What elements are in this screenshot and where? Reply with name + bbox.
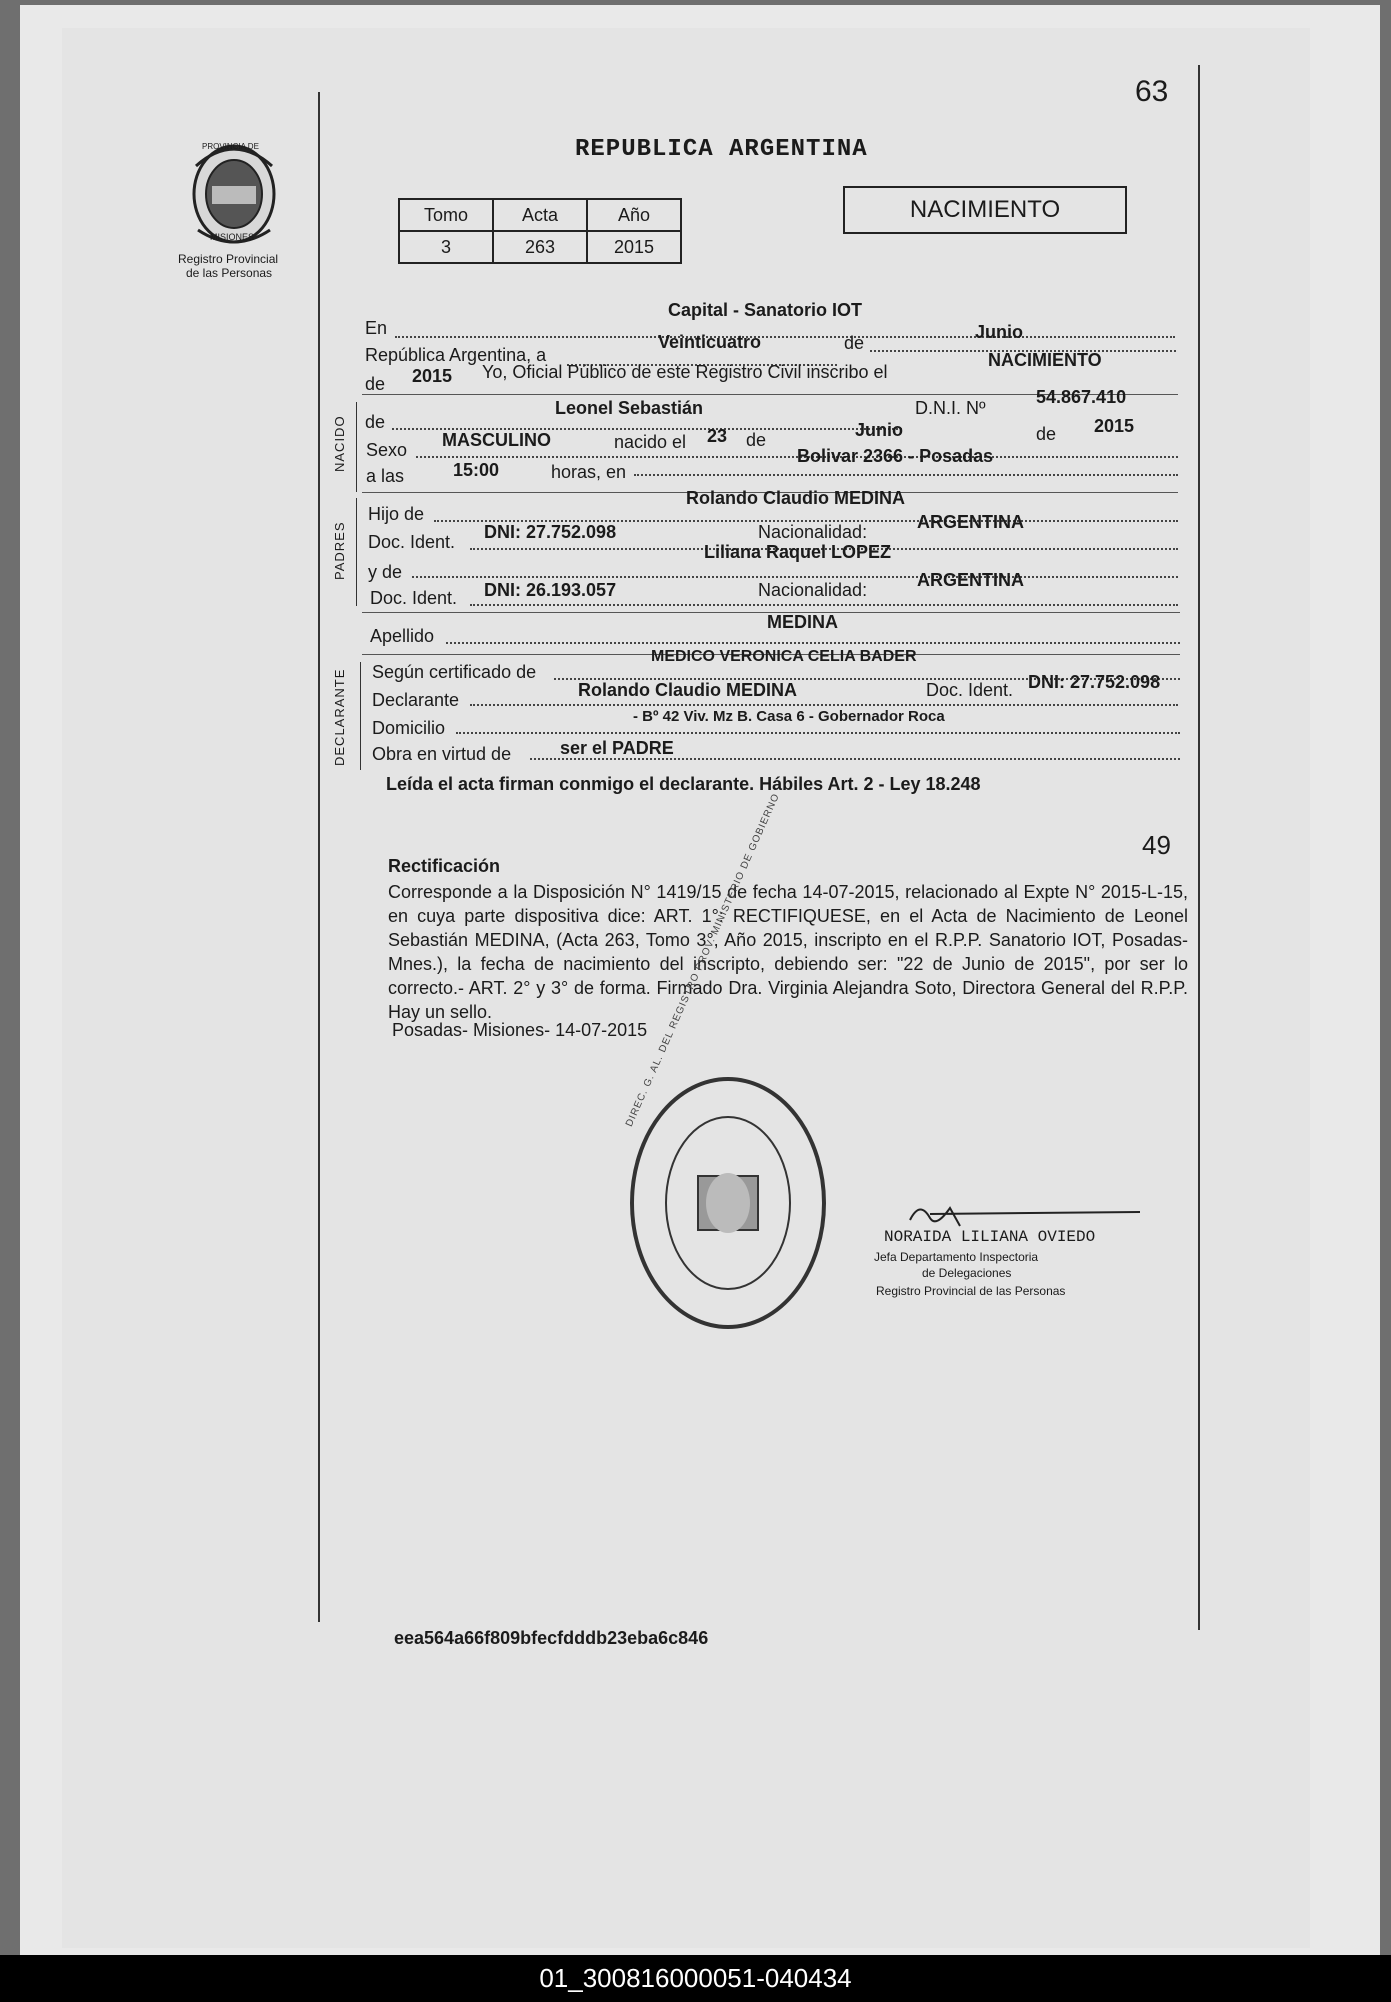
label-hijo-de: Hijo de: [368, 504, 425, 524]
signatory-role-1: Jefa Departamento Inspectoria: [874, 1250, 1039, 1264]
value-padre-doc: DNI: 27.752.098: [484, 522, 617, 542]
label-dni: D.N.I. Nº: [915, 398, 986, 418]
logo-caption-1: Registro Provincial: [178, 252, 279, 266]
value-dia-nac: 23: [707, 426, 728, 446]
value-anio-acta: 2015: [412, 366, 453, 386]
label-en: En: [365, 318, 388, 338]
value-mes: Junio: [975, 322, 1023, 342]
rect-number: 49: [1142, 830, 1171, 860]
signatory-role-3: Registro Provincial de las Personas: [876, 1284, 1066, 1298]
value-apellido: MEDINA: [767, 612, 838, 632]
value-declarante-doc: DNI: 27.752.098: [1028, 672, 1161, 692]
document-hash: eea564a66f809bfecfdddb23eba6c846: [394, 1628, 709, 1648]
label-padre-doc: Doc. Ident.: [368, 532, 456, 552]
right-margin-rule: [1198, 65, 1200, 1630]
document-title: REPUBLICA ARGENTINA: [575, 136, 868, 163]
value-acto: NACIMIENTO: [988, 350, 1102, 370]
official-stamp-icon: [628, 1076, 828, 1331]
value-certificado: MEDICO VERONICA CELIA BADER: [651, 648, 917, 665]
doc-type-box: [843, 186, 1127, 234]
label-oficial: Yo, Oficial Público de este Registro Civil inscribo el: [482, 362, 888, 382]
dots-declarante: [470, 704, 1178, 706]
value-mes-nac: Junio: [855, 420, 903, 440]
dots-lugar: [395, 336, 1175, 338]
label-republica: República Argentina, a: [365, 345, 547, 365]
doc-type: NACIMIENTO: [909, 196, 1061, 223]
group-rule-nacido: [356, 402, 357, 492]
value-tomo: 3: [399, 231, 493, 263]
dots-domicilio: [456, 732, 1180, 734]
value-lugar-nac: Bolivar 2366 - Posadas: [797, 446, 994, 466]
dots-lugar-nac: [634, 474, 1178, 476]
side-label-nacido: NACIDO: [332, 415, 347, 472]
logo-caption-2: de las Personas: [186, 266, 273, 280]
value-padre-nac: ARGENTINA: [917, 512, 1024, 532]
label-horas-en: horas, en: [551, 462, 627, 482]
label-de-2: de: [365, 374, 386, 394]
logo-text-bottom: MISIONES: [210, 232, 255, 242]
value-domicilio: - Bº 42 Viv. Mz B. Casa 6 - Gobernador Roca: [633, 708, 945, 725]
label-segun: Según certificado de: [372, 662, 537, 682]
header-tomo: Tomo: [399, 199, 493, 231]
header-acta: Acta: [493, 199, 587, 231]
value-lugar: Capital - Sanatorio IOT: [668, 300, 863, 320]
rect-title: Rectificación: [388, 856, 501, 876]
registry-table: [398, 198, 682, 264]
value-madre: Liliana Raquel LOPEZ: [704, 542, 892, 562]
signature-scribble-icon: [890, 1200, 1150, 1230]
side-label-padres: PADRES: [332, 521, 347, 580]
dots-apellido: [446, 642, 1180, 644]
label-de-nombre: de: [365, 412, 386, 432]
value-sexo: MASCULINO: [442, 430, 551, 450]
label-sexo: Sexo: [366, 440, 408, 460]
label-madre-doc: Doc. Ident.: [370, 588, 458, 608]
value-anio-nac: 2015: [1094, 416, 1135, 436]
value-madre-doc: DNI: 26.193.057: [484, 580, 617, 600]
label-de-mes-nac: de: [746, 430, 767, 450]
label-declarante: Declarante: [372, 690, 460, 710]
label-de-anio-nac: de: [1036, 424, 1057, 444]
group-rule-declarante: [360, 662, 361, 770]
value-anio: 2015: [587, 231, 681, 263]
value-dni: 54.867.410: [1036, 387, 1127, 407]
label-de-1: de: [844, 333, 865, 353]
value-padre: Rolando Claudio MEDINA: [686, 488, 905, 508]
value-nombre: Leonel Sebastián: [555, 398, 704, 418]
signatory-role-2: de Delegaciones: [922, 1266, 1012, 1280]
value-hora: 15:00: [453, 460, 500, 480]
dots-madre: [412, 576, 1178, 578]
dots-virtud: [530, 758, 1180, 760]
side-label-declarante: DECLARANTE: [332, 668, 347, 766]
label-apellido: Apellido: [370, 626, 435, 646]
group-rule-padres: [356, 498, 357, 606]
rect-place-date: Posadas- Misiones- 14-07-2015: [392, 1020, 648, 1040]
header-anio: Año: [587, 199, 681, 231]
label-a-las: a las: [366, 466, 405, 486]
label-madre-nac: Nacionalidad:: [758, 580, 868, 600]
official-stamp: [628, 1076, 828, 1331]
value-declarante: Rolando Claudio MEDINA: [578, 680, 797, 700]
label-nacido-el: nacido el: [614, 432, 687, 452]
page-number: 63: [1135, 75, 1169, 108]
label-obra: Obra en virtud de: [372, 744, 512, 764]
stamp-text: DIREC. G. AL. DEL REGISTRO PROV. MINISTERIO DE GOBIERNO: [624, 791, 783, 1129]
value-dia: Veinticuatro: [658, 332, 762, 352]
label-padre-nac: Nacionalidad:: [758, 522, 868, 542]
left-margin-rule: [318, 92, 320, 1622]
dots-madre-doc: [470, 604, 1178, 606]
footer-file-id: 01_300816000051-040434: [539, 1963, 852, 1993]
value-acta: 263: [493, 231, 587, 263]
label-domicilio: Domicilio: [372, 718, 446, 738]
closing-statement: Leída el acta firman conmigo el declarante. Hábiles Art. 2 - Ley 18.248: [386, 774, 981, 794]
logo-text-top: PROVINCIA DE: [202, 142, 259, 151]
value-virtud: ser el PADRE: [560, 738, 674, 758]
label-y-de: y de: [368, 562, 403, 582]
label-declarante-doc: Doc. Ident.: [926, 680, 1014, 700]
signatory-name: NORAIDA LILIANA OVIEDO: [884, 1228, 1096, 1246]
value-madre-nac: ARGENTINA: [917, 570, 1024, 590]
rect-paragraph: Corresponde a la Disposición N° 1419/15 de fecha 14-07-2015, relacionado al Expte N° 2015-L-15, en cuya parte dispositiva dice: ART. 1°: RECTIFIQUESE, en el Acta de Nacimiento de Leonel Sebastián MEDINA, (Acta 263, Tomo 3°, Año 2015, inscripto en el R.P.P. Sanatorio IOT, Posadas-Mnes.), la fecha de nacimiento del inscripto, debiendo ser: "22 de Junio de 2015", por ser lo correcto.- ART. 2° y 3° de forma. Firmado Dra. Virginia Alejandra Soto, Directora General del R.P.P. Hay un sello.: [388, 882, 1188, 1022]
